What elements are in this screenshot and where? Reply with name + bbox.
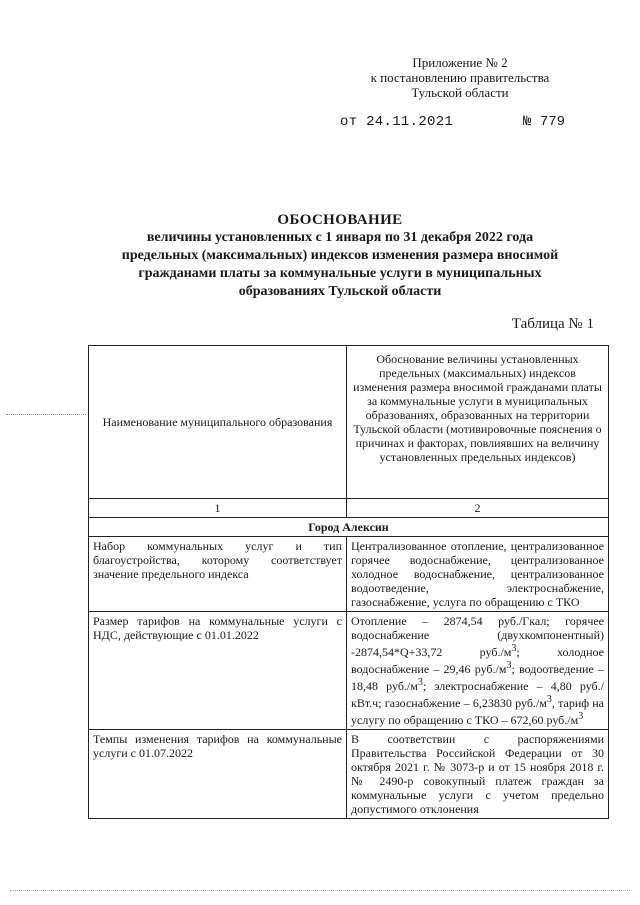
unit-superscript: 3: [506, 660, 512, 671]
appendix-line-1: Приложение № 2: [412, 55, 508, 70]
date-value: 24.11.2021: [366, 114, 454, 130]
appendix-block: [340, 55, 580, 100]
scan-artifact-bottom: [10, 890, 630, 891]
city-row: [89, 518, 609, 537]
scan-artifact: [6, 414, 86, 415]
column-number-1: 1: [89, 499, 347, 518]
row-value: В соответствии с распоряжениями Правительства Российской Федерации от 30 октября 2021 г. № 3073-р и от 15 ноября 2018 г. № 2490-р совокупный платеж граждан за коммунальные услуги с учетом предельно допустимого отклонения: [347, 730, 609, 819]
unit-superscript: 3: [511, 643, 517, 654]
tariff-heating: Отопление – 2874,54 руб./Гкал;: [351, 614, 550, 628]
unit-superscript: 3: [578, 711, 584, 722]
table-header-row: [89, 346, 609, 499]
header-col-1: Наименование муниципального образования: [89, 346, 347, 499]
row-value: [347, 612, 609, 730]
row-label: Набор коммунальных услуг и тип благоустройства, которому соответствует значение предельного индекса: [89, 537, 347, 612]
decree-number: [523, 114, 565, 130]
number-label: №: [523, 114, 532, 130]
title-line-2: предельных (максимальных) индексов изменения размера вносимой: [121, 248, 559, 263]
row-value: Централизованное отопление, централизованное горячее водоснабжение, централизованное холодное водоснабжение, централизованное водоотведение, электроснабжение, газоснабжение, услуга по обращению с ТКО: [347, 537, 609, 612]
title-line-4: образованиях Тульской области: [238, 284, 442, 299]
header-col-2: Обоснование величины установленных предельных (максимальных) индексов изменения размера вносимой гражданами платы за коммунальные услуги в муниципальных образованиях, образованных на территории Тульской области (мотивировочные пояснения о причинах и факторах, повлиявших на величину установленных предельных индексов): [347, 346, 609, 499]
tariff-waste: , тариф на услугу по обращению с ТКО – 672,60 руб./м: [351, 696, 604, 727]
table-row: [89, 730, 609, 819]
tariff-cold-water: ; холодное водоснабжение – 29,46 руб./м: [351, 645, 604, 676]
tariff-hot-water: горячее водоснабжение (двухкомпонентный) -2874,54*Q+33,72 руб./м: [351, 614, 605, 659]
title-main: ОБОСНОВАНИЕ: [277, 212, 403, 228]
column-number-row: [89, 499, 609, 518]
decree-date: [340, 114, 453, 130]
justification-table: [88, 345, 609, 819]
number-value: 779: [539, 114, 566, 130]
row-label: Темпы изменения тарифов на коммунальные услуги с 01.07.2022: [89, 730, 347, 819]
tariff-sewerage: ; водоотведение – 18,48 руб./м: [351, 662, 604, 693]
tariff-electricity-gas: ; электроснабжение – 4,80 руб./кВт.ч; газоснабжение – 6,23830 руб./м: [351, 679, 604, 710]
date-label: от: [340, 114, 358, 130]
appendix-line-3: Тульской области: [411, 85, 509, 100]
unit-superscript: 3: [546, 694, 552, 705]
row-label: Размер тарифов на коммунальные услуги с НДС, действующие с 01.01.2022: [89, 612, 347, 730]
title-line-1: величины установленных с 1 января по 31 декабря 2022 года: [146, 230, 534, 245]
city-name: Город Алексин: [89, 518, 609, 537]
title-line-3: гражданами платы за коммунальные услуги в муниципальных: [138, 266, 542, 281]
table-row: [89, 612, 609, 730]
table-label: Таблица № 1: [511, 316, 594, 332]
table-row: [89, 537, 609, 612]
appendix-line-2: к постановлению правительства: [370, 70, 550, 85]
unit-superscript: 3: [417, 677, 423, 688]
column-number-2: 2: [347, 499, 609, 518]
document-title: [110, 211, 570, 301]
